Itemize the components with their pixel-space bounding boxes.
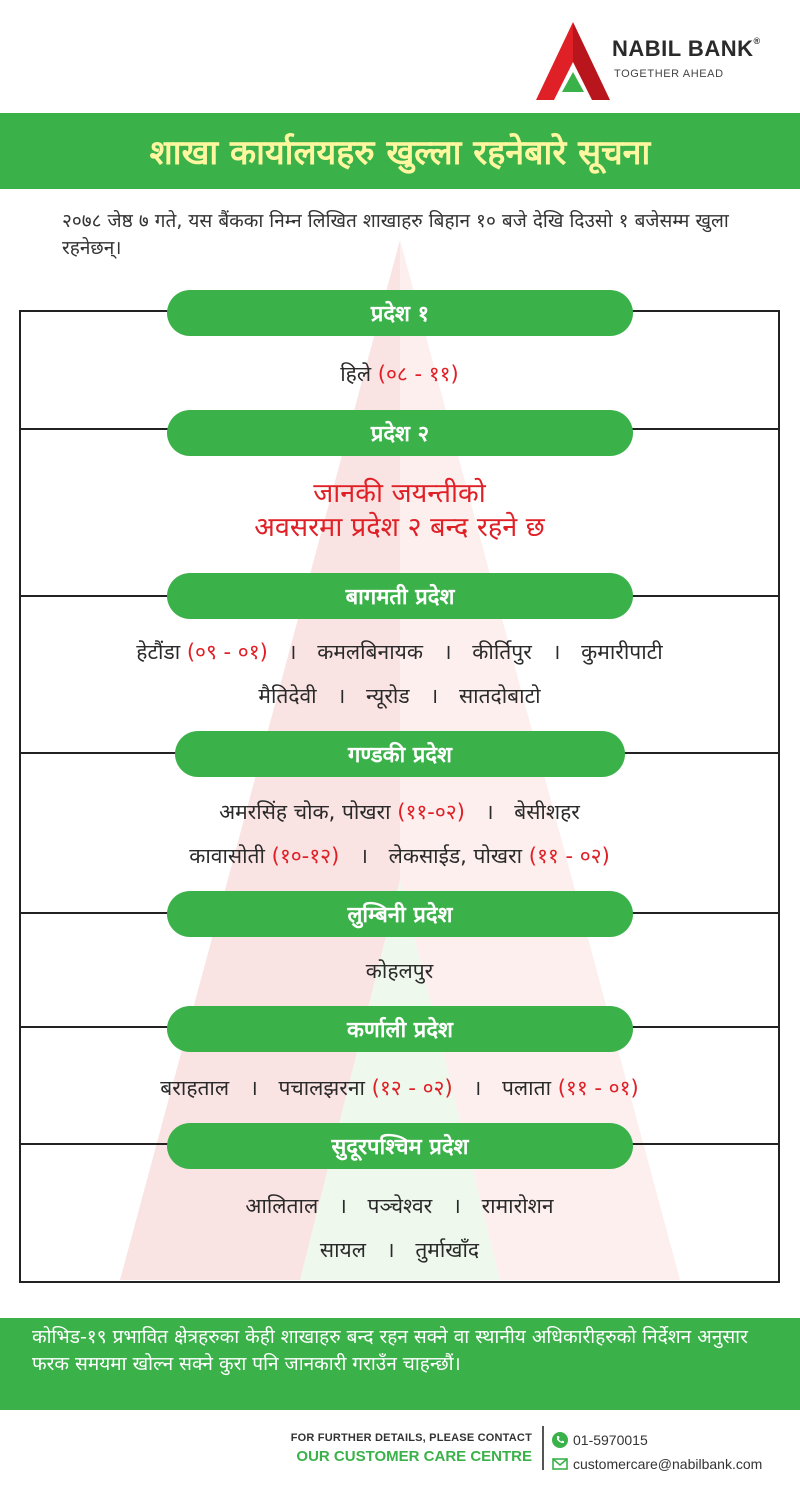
separator: ।: [443, 640, 452, 664]
contact-prompt: [291, 1432, 532, 1465]
email-link[interactable]: customercare@nabilbank.com: [573, 1456, 763, 1472]
branch-name: पचालझरना: [278, 1076, 365, 1100]
separator: ।: [430, 684, 439, 708]
sudurpashchim-branches-row-1: [19, 1192, 780, 1220]
title-banner: [0, 113, 800, 189]
branch-name: कोहलपुर: [365, 959, 434, 983]
lumbini-branches: [19, 957, 780, 985]
branch-name: सायल: [319, 1238, 366, 1262]
sudurpashchim-heading: सुदूरपश्चिम प्रदेश: [167, 1123, 633, 1169]
bagmati-branches-row-2: [19, 682, 780, 710]
branch-name: कीर्तिपुर: [472, 640, 532, 664]
contact-prompt-text: FOR FURTHER DETAILS, PLEASE CONTACT: [290, 1432, 532, 1444]
separator: ।: [338, 1194, 347, 1218]
branch-name: पञ्चेश्वर: [367, 1194, 433, 1218]
contact-details: [552, 1430, 762, 1478]
brand-tagline: TOGETHER AHEAD: [614, 68, 724, 80]
province-1-heading: प्रदेश १: [167, 290, 633, 336]
email-line: [552, 1454, 762, 1474]
branch-code: (११-०२): [397, 800, 465, 824]
separator: ।: [473, 1076, 482, 1100]
branch-name: अमरसिंह चोक, पोखरा: [219, 800, 391, 824]
branch-name: बराहताल: [160, 1076, 230, 1100]
separator: ।: [288, 640, 297, 664]
bagmati-heading: बागमती प्रदेश: [167, 573, 633, 619]
branch-code: (०८ - ११): [377, 362, 459, 386]
contact-divider: [542, 1426, 544, 1470]
separator: ।: [386, 1238, 395, 1262]
closure-note-line: अवसरमा प्रदेश २ बन्द रहने छ: [254, 512, 545, 543]
customer-care-label: OUR CUSTOMER CARE CENTRE: [296, 1448, 532, 1465]
branch-name: रामारोशन: [481, 1194, 554, 1218]
branch-name: मैतिदेवी: [258, 684, 317, 708]
branch-name: न्यूरोड: [365, 684, 410, 708]
separator: ।: [359, 844, 368, 868]
branch-code: (१२ - ०२): [371, 1076, 453, 1100]
branch-code: (१०-१२): [271, 844, 340, 868]
nabil-logo-icon: [536, 22, 610, 100]
gandaki-heading: गण्डकी प्रदेश: [175, 731, 625, 777]
separator: ।: [485, 800, 494, 824]
branch-name: तुर्माखाँद: [415, 1238, 480, 1262]
brand-name: NABIL BANK®: [612, 36, 761, 61]
branch-name: कुमारीपाटी: [581, 640, 663, 664]
lumbini-heading: लुम्बिनी प्रदेश: [167, 891, 633, 937]
gandaki-branches-row-1: [19, 798, 780, 826]
branch-name: हेटौंडा: [136, 640, 181, 664]
intro-text: २०७८ जेष्ठ ७ गते, यस बैंकका निम्न लिखित शाखाहरु बिहान १० बजे देखि दिउसो १ बजेसम्म खुला रहनेछन्।: [62, 210, 729, 259]
separator: ।: [552, 640, 561, 664]
separator: ।: [337, 684, 346, 708]
phone-link[interactable]: 01-5970015: [573, 1432, 648, 1448]
phone-icon: [552, 1432, 568, 1448]
branch-name: हिले: [340, 362, 372, 386]
footer-note: कोभिड-१९ प्रभावित क्षेत्रहरुका केही शाखाहरु बन्द रहन सक्ने वा स्थानीय अधिकारीहरुको निर्देशन अनुसार फरक समयमा खोल्न सक्ने कुरा पनि जानकारी गराउँन चाहन्छौं।: [32, 1326, 748, 1375]
gandaki-branches-row-2: [19, 842, 780, 870]
closure-note-line: जानकी जयन्तीको: [313, 478, 486, 509]
branch-name: बेसीशहर: [514, 800, 580, 824]
phone-line: [552, 1430, 762, 1450]
sudurpashchim-branches-row-2: [19, 1236, 780, 1264]
karnali-branches: [19, 1074, 780, 1102]
separator: ।: [249, 1076, 258, 1100]
province-1-branches: [19, 360, 780, 388]
branch-name: कमलबिनायक: [317, 640, 423, 664]
province-2-closure-note: [19, 477, 780, 545]
separator: ।: [452, 1194, 461, 1218]
email-icon: [552, 1458, 568, 1470]
province-2-heading: प्रदेश २: [167, 410, 633, 456]
branch-name: सातदोबाटो: [458, 684, 541, 708]
branch-name: आलिताल: [245, 1194, 319, 1218]
branch-name: कावासोती: [189, 844, 265, 868]
branch-code: (११ - ०१): [557, 1076, 639, 1100]
branch-name: लेकसाईड, पोखरा: [388, 844, 523, 868]
branch-code: (११ - ०२): [528, 844, 610, 868]
branch-code: (०९ - ०१): [186, 640, 268, 664]
page-title: शाखा कार्यालयहरु खुल्ला रहनेबारे सूचना: [149, 133, 651, 173]
bagmati-branches-row-1: [19, 638, 780, 666]
karnali-heading: कर्णाली प्रदेश: [167, 1006, 633, 1052]
branch-name: पलाता: [502, 1076, 552, 1100]
